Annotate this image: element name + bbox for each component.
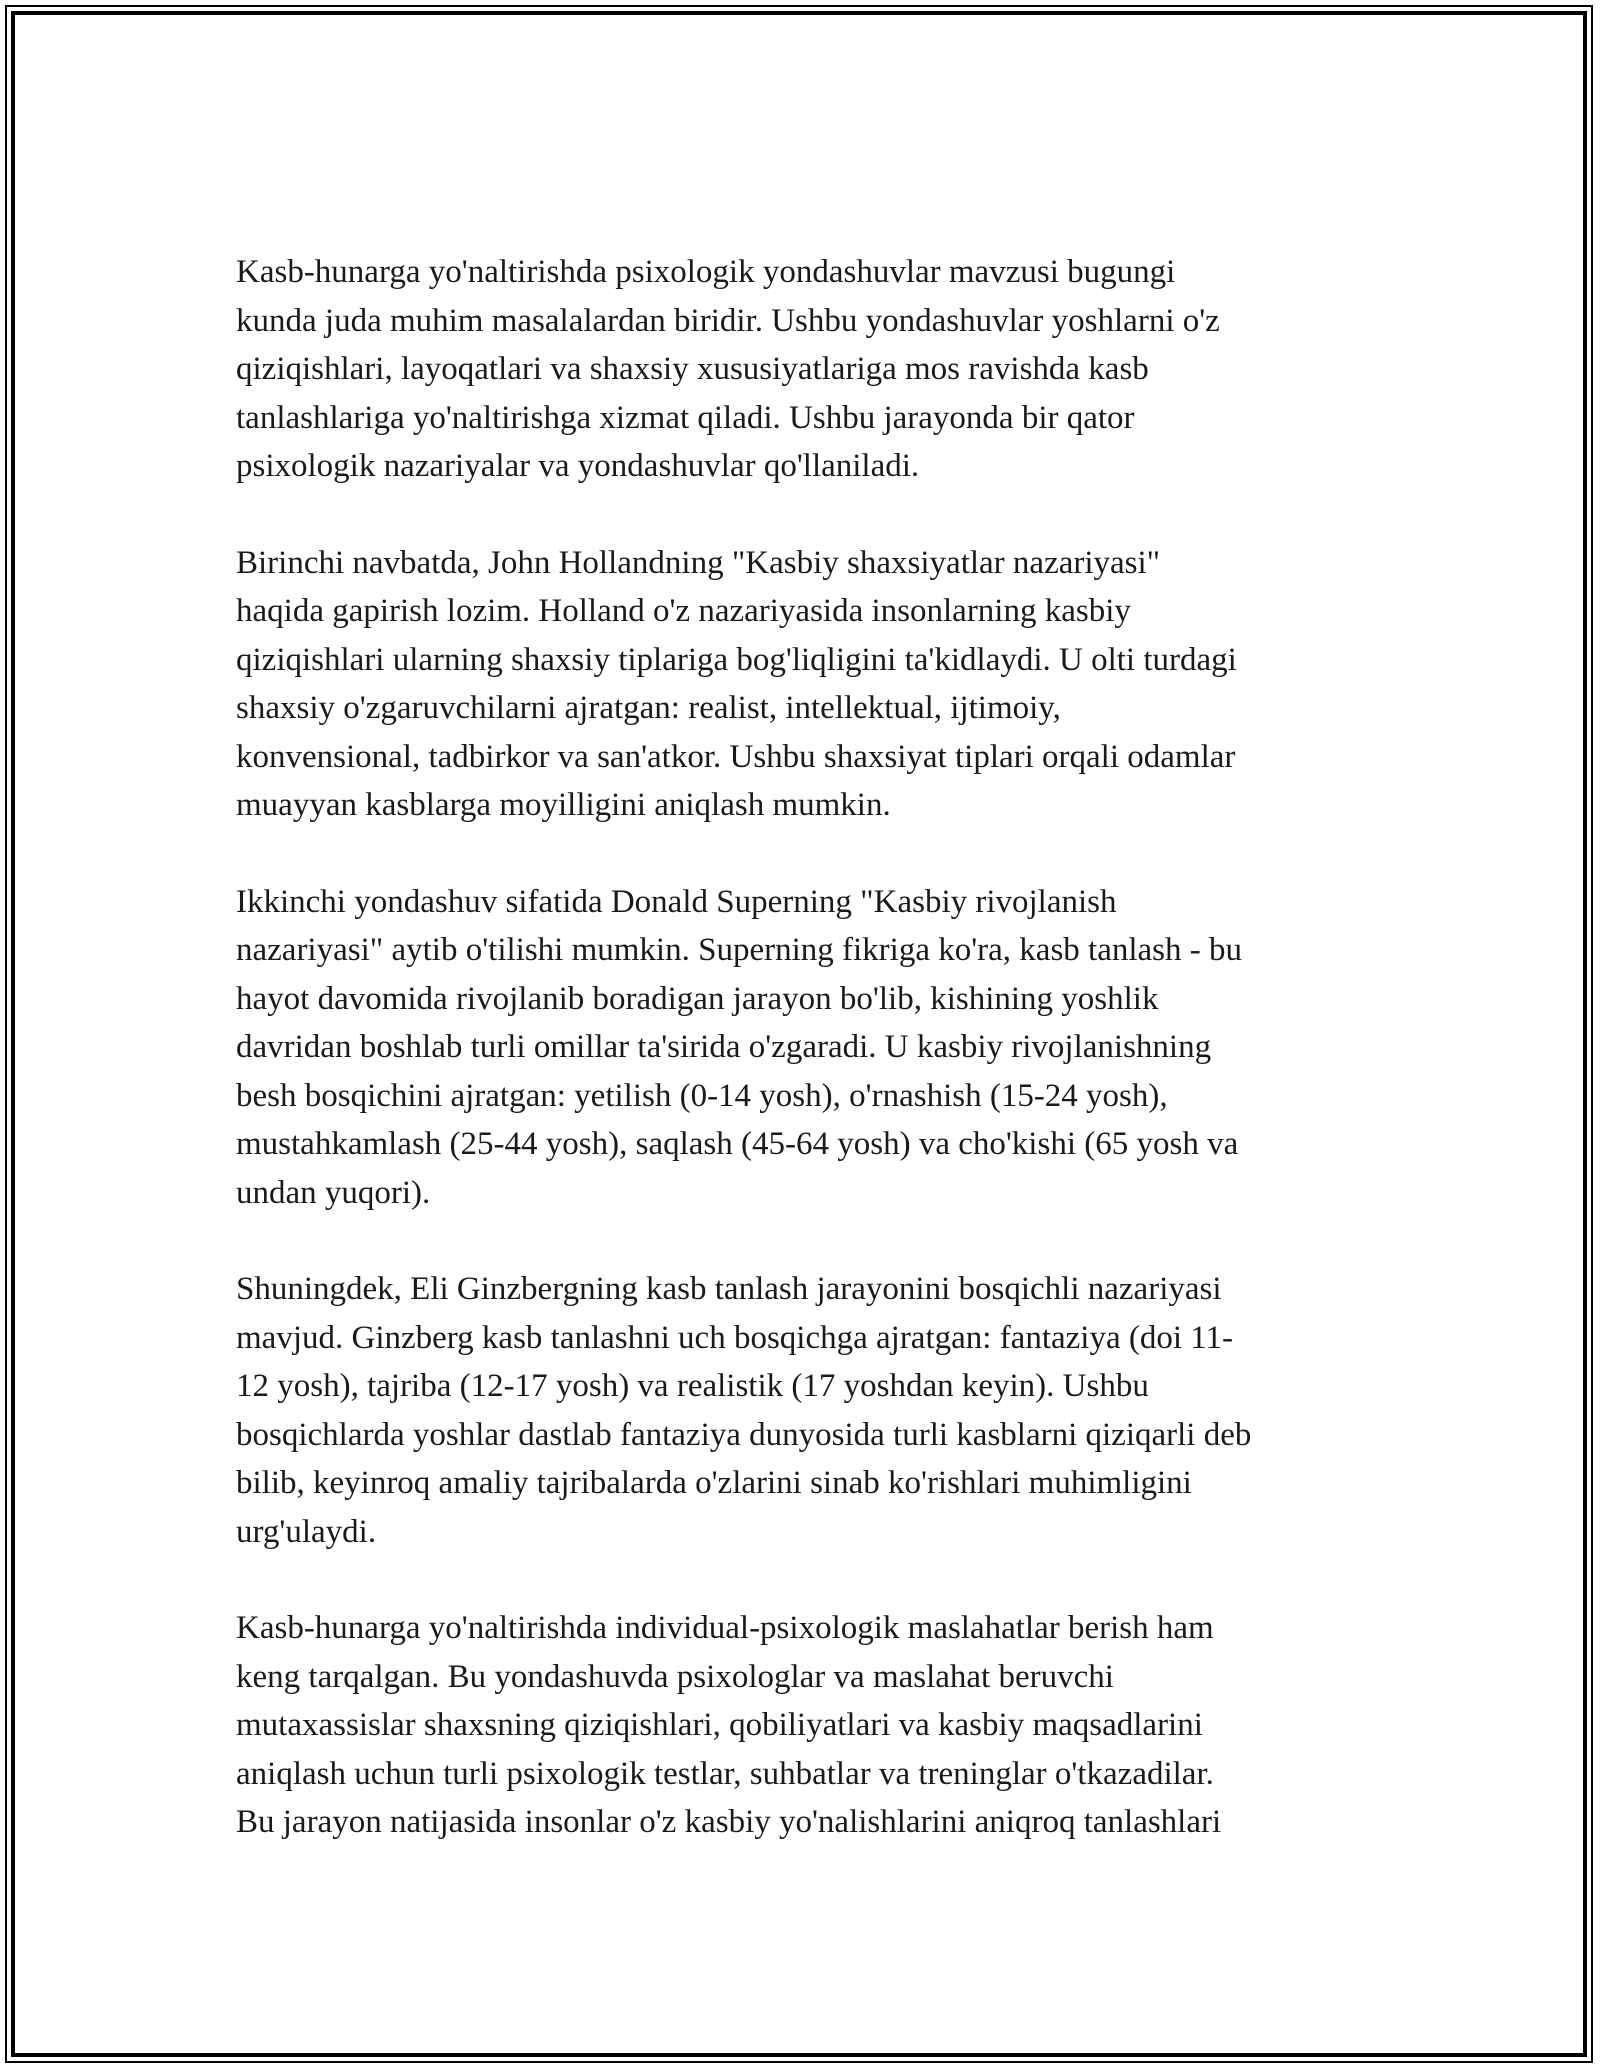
text-line: bilib, keyinroq amaliy tajribalarda o'zlarini sinab ko'rishlari muhimligini [236, 1465, 1192, 1501]
text-line: davridan boshlab turli omillar ta'sirida o'zgaradi. U kasbiy rivojlanishning [236, 1029, 1212, 1065]
text-line: bosqichlarda yoshlar dastlab fantaziya dunyosida turli kasblarni qiziqarli deb [236, 1416, 1252, 1453]
text-line: hayot davomida rivojlanib boradigan jarayon bo'lib, kishining yoshlik [236, 980, 1159, 1017]
text-line: Birinchi navbatda, John Hollandning "Kasbiy shaxsiyatlar nazariyasi" [236, 544, 1161, 581]
text-line: mavjud. Ginzberg kasb tanlashni uch bosqichga ajratgan: fantaziya (doi 11- [236, 1319, 1234, 1356]
paragraph-3 [236, 878, 1374, 1218]
text-line: nazariyasi" aytib o'tilishi mumkin. Superning fikriga ko'ra, kasb tanlash - bu [236, 932, 1243, 968]
paragraph-4 [236, 1265, 1374, 1556]
text-line: konvensional, tadbirkor va san'atkor. Ushbu shaxsiyat tiplari orqali odamlar [236, 738, 1236, 775]
document-body [236, 248, 1374, 1895]
text-line: besh bosqichini ajratgan: yetilish (0-14 yosh), o'rnashish (15-24 yosh), [236, 1077, 1168, 1114]
text-line: psixologik nazariyalar va yondashuvlar qo'llaniladi. [236, 448, 920, 484]
text-line: Kasb-hunarga yo'naltirishda psixologik yondashuvlar mavzusi bugungi [236, 254, 1176, 290]
text-line: aniqlash uchun turli psixologik testlar, suhbatlar va treninglar o'tkazadilar. [236, 1755, 1214, 1792]
text-line: Ikkinchi yondashuv sifatida Donald Superning "Kasbiy rivojlanish [236, 883, 1117, 920]
text-line: muayyan kasblarga moyilligini aniqlash mumkin. [236, 787, 891, 823]
text-line: kunda juda muhim masalalardan biridir. Ushbu yondashuvlar yoshlarni o'z [236, 302, 1220, 339]
text-line: undan yuqori). [236, 1174, 431, 1211]
text-line: tanlashlariga yo'naltirishga xizmat qiladi. Ushbu jarayonda bir qator [236, 399, 1135, 436]
paragraph-1 [236, 248, 1374, 491]
text-line: qiziqishlari ularning shaxsiy tiplariga bog'liqligini ta'kidlaydi. U olti turdagi [236, 641, 1237, 678]
text-line: Kasb-hunarga yo'naltirishda individual-psixologik maslahatlar berish ham [236, 1610, 1214, 1646]
text-line: keng tarqalgan. Bu yondashuvda psixologlar va maslahat beruvchi [236, 1658, 1114, 1695]
text-line: qiziqishlari, layoqatlari va shaxsiy xususiyatlariga mos ravishda kasb [236, 351, 1149, 387]
text-line: Bu jarayon natijasida insonlar o'z kasbiy yo'nalishlarini aniqroq tanlashlari [236, 1804, 1222, 1840]
text-line: Shuningdek, Eli Ginzbergning kasb tanlash jarayonini bosqichli nazariyasi [236, 1271, 1222, 1307]
text-line: shaxsiy o'zgaruvchilarni ajratgan: realist, intellektual, ijtimoiy, [236, 690, 1061, 726]
text-line: urg'ulaydi. [236, 1513, 377, 1550]
text-line: mutaxassislar shaxsning qiziqishlari, qobiliyatlari va kasbiy maqsadlarini [236, 1707, 1203, 1743]
text-line: mustahkamlash (25-44 yosh), saqlash (45-64 yosh) va cho'kishi (65 yosh va [236, 1126, 1239, 1162]
paragraph-5 [236, 1604, 1374, 1847]
text-line: 12 yosh), tajriba (12-17 yosh) va realistik (17 yoshdan keyin). Ushbu [236, 1368, 1149, 1404]
paragraph-2 [236, 539, 1374, 830]
text-line: haqida gapirish lozim. Holland o'z nazariyasida insonlarning kasbiy [236, 593, 1131, 629]
